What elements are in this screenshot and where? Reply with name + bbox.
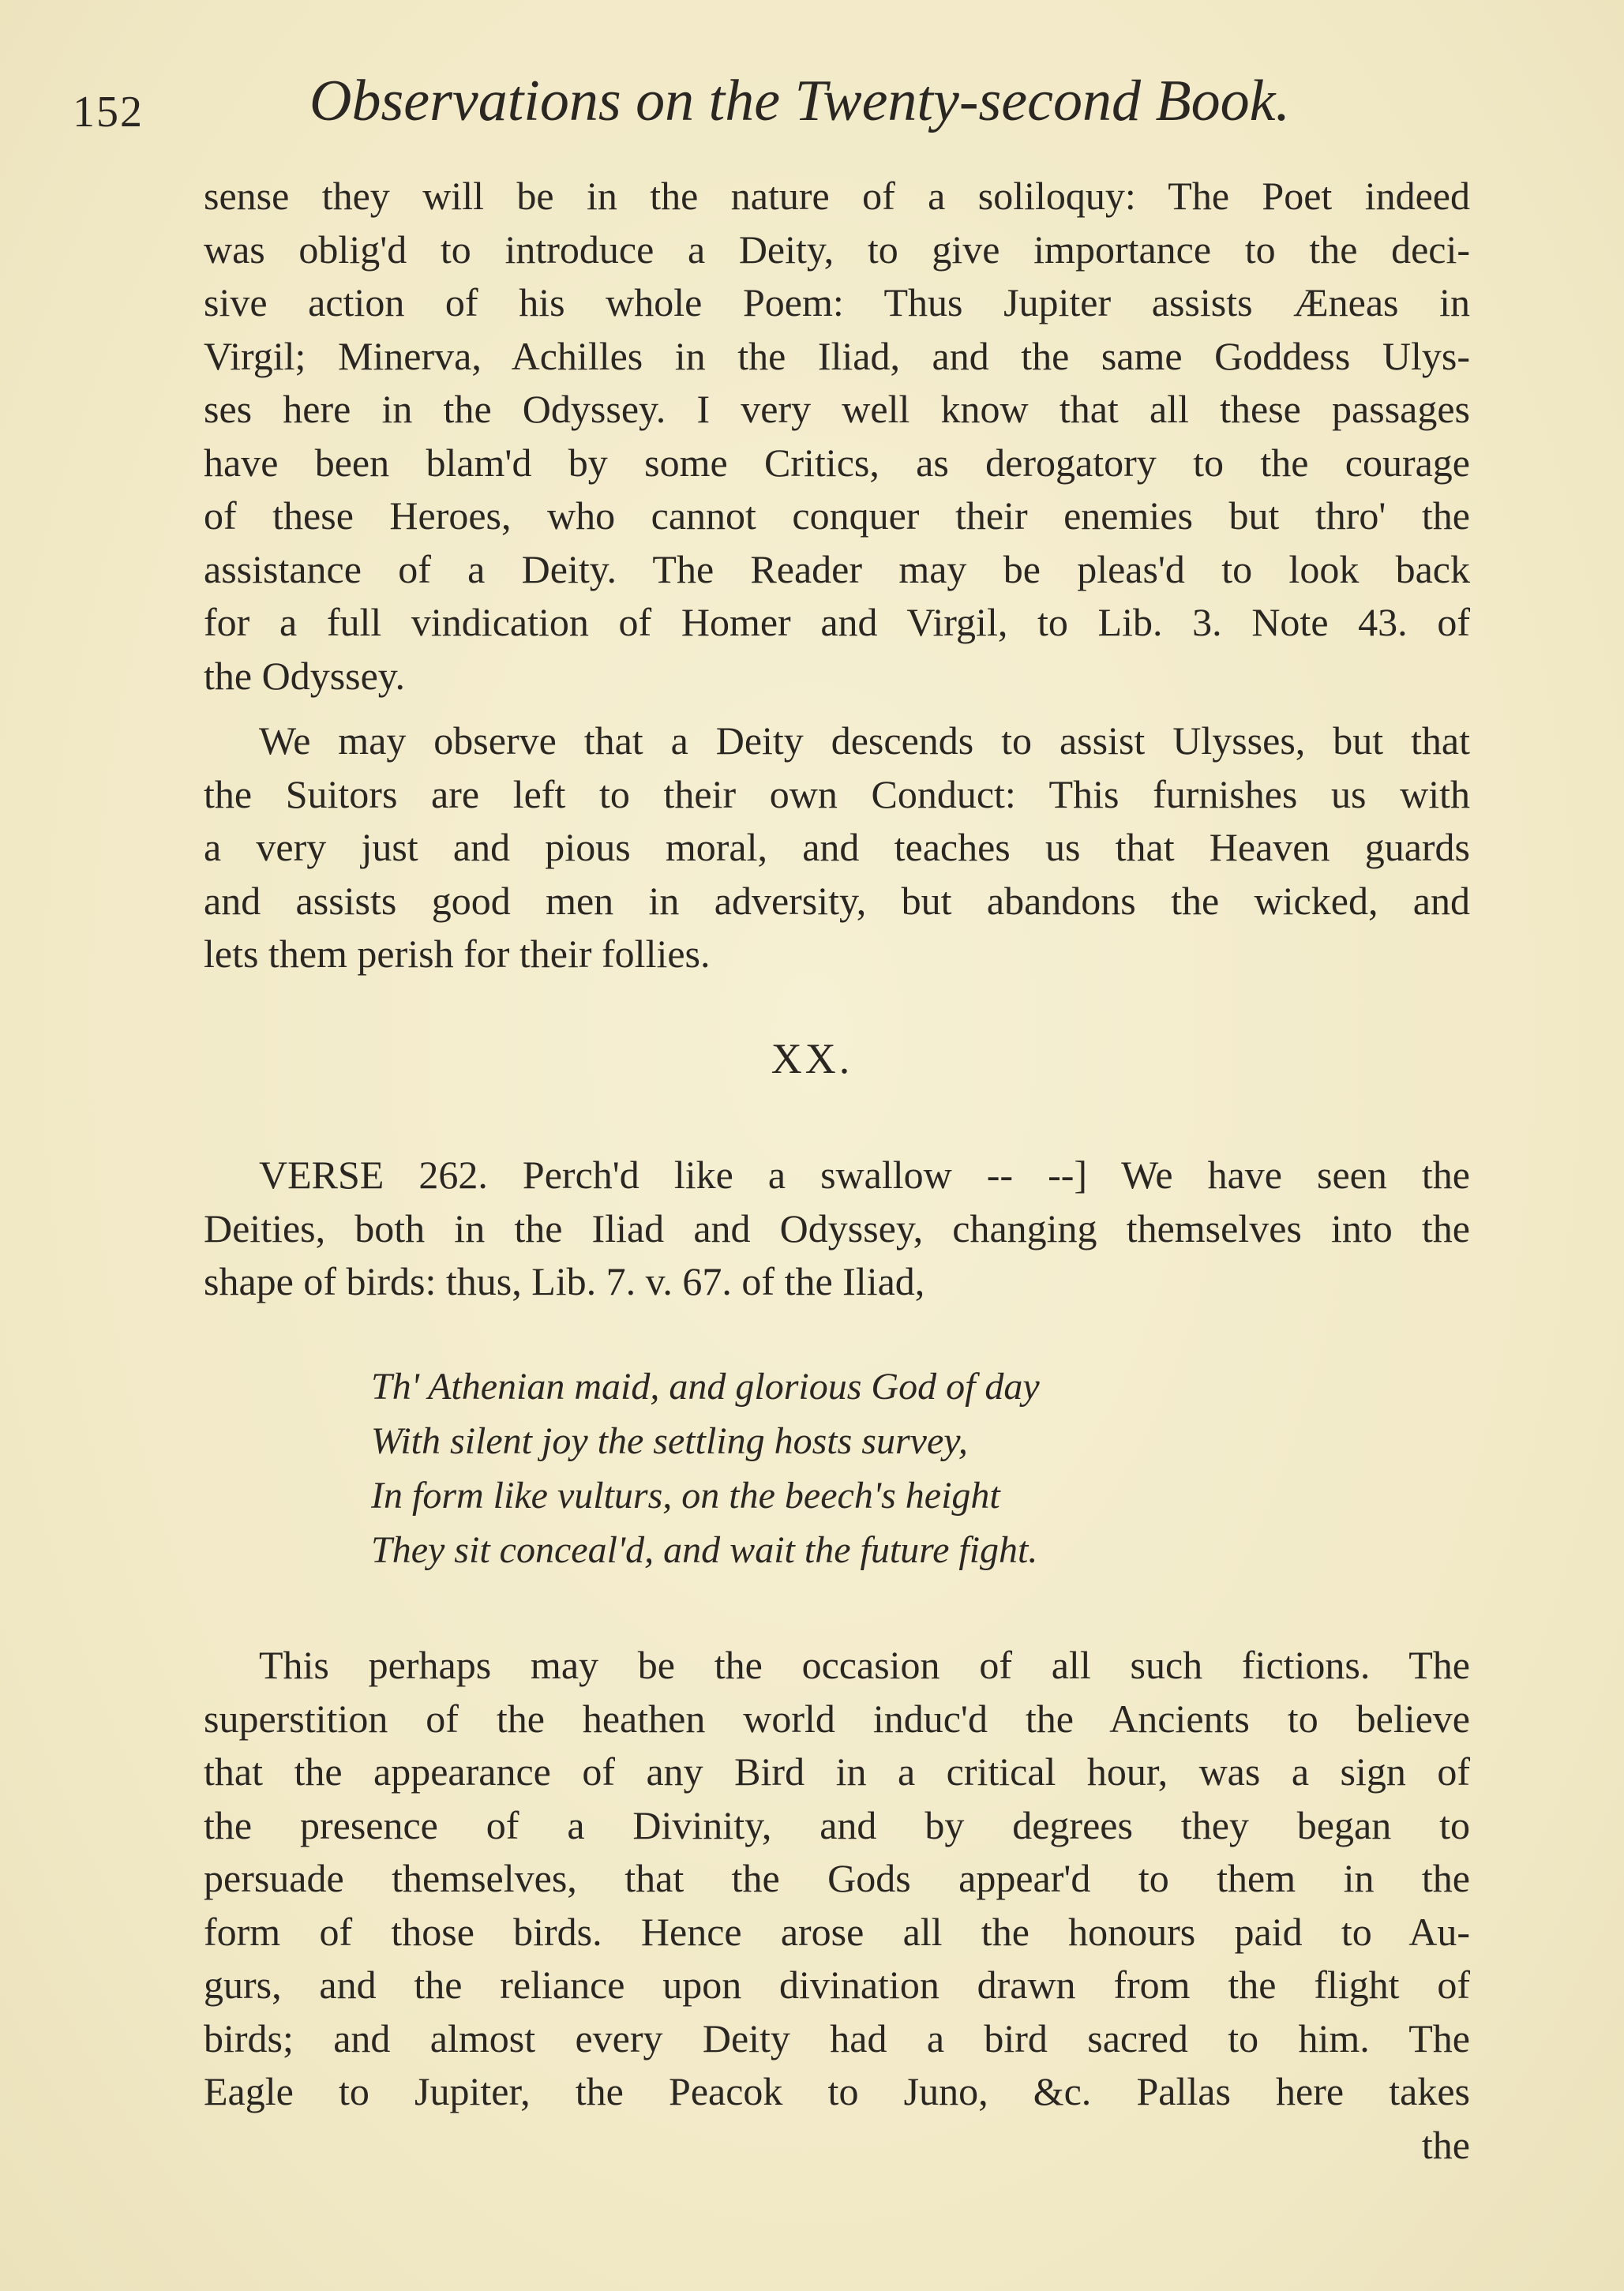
verse-line: They sit conceal'd, and wait the future fight.	[371, 1529, 1038, 1571]
text-line: Eagle to Jupiter, the Peacok to Juno, &c. Pallas here takes	[204, 2069, 1470, 2113]
text-line: was oblig'd to introduce a Deity, to give importance to the deci-	[204, 227, 1470, 272]
section-number: XX.	[771, 1035, 853, 1082]
text-line: Virgil; Minerva, Achilles in the Iliad, and the same Goddess Ulys-	[204, 333, 1470, 378]
paragraph-3	[204, 1149, 1470, 1309]
text-line: This perhaps may be the occasion of all such fictions. The	[259, 1643, 1470, 1687]
text-line: sive action of his whole Poem: Thus Jupiter assists Æneas in	[204, 280, 1470, 324]
paragraph-4	[204, 1639, 1470, 2172]
text-line: the Suitors are left to their own Conduct: This furnishes us with	[204, 771, 1470, 816]
verse-line: Th' Athenian maid, and glorious God of day	[371, 1366, 1040, 1408]
paragraph-1	[204, 170, 1470, 703]
text-line: VERSE 262. Perch'd like a swallow -- --] We have seen the	[259, 1153, 1470, 1197]
text-line: the presence of a Divinity, and by degrees they began to	[204, 1802, 1470, 1847]
text-line: birds; and almost every Deity had a bird sacred to him. The	[204, 2015, 1470, 2060]
catchword: the	[1421, 2122, 1470, 2167]
text-line: and assists good men in adversity, but abandons the wicked, and	[204, 878, 1470, 923]
text-line: superstition of the heathen world induc'd the Ancients to believe	[204, 1696, 1470, 1741]
text-line: Deities, both in the Iliad and Odyssey, changing themselves into the	[204, 1205, 1470, 1250]
text-line: that the appearance of any Bird in a critical hour, was a sign of	[204, 1749, 1470, 1794]
text-line: We may observe that a Deity descends to assist Ulysses, but that	[259, 718, 1470, 763]
text-line: shape of birds: thus, Lib. 7. v. 67. of the Iliad,	[204, 1259, 925, 1303]
text-line: of these Heroes, who cannot conquer their enemies but thro' the	[204, 493, 1470, 538]
text-line: have been blam'd by some Critics, as derogatory to the courage	[204, 440, 1470, 485]
page-number: 152	[73, 88, 144, 137]
text-line: the Odyssey.	[204, 653, 406, 698]
text-line: form of those birds. Hence arose all the honours paid to Au-	[204, 1909, 1470, 1954]
text-line: a very just and pious moral, and teaches us that Heaven guards	[204, 825, 1470, 869]
text-line: for a full vindication of Homer and Virgil, to Lib. 3. Note 43. of	[204, 600, 1470, 644]
running-head: Observations on the Twenty-second Book.	[309, 69, 1290, 133]
text-line: persuade themselves, that the Gods appear'd to them in the	[204, 1856, 1470, 1900]
text-line: gurs, and the reliance upon divination drawn from the flight of	[204, 1963, 1470, 2007]
verse-line: In form like vulturs, on the beech's height	[371, 1475, 1000, 1517]
verse-line: With silent joy the settling hosts survey,	[371, 1420, 968, 1462]
verse-quotation	[371, 1359, 1318, 1577]
text-line: ses here in the Odyssey. I very well know that all these passages	[204, 387, 1470, 431]
text-line: assistance of a Deity. The Reader may be pleas'd to look back	[204, 546, 1470, 591]
text-line: lets them perish for their follies.	[204, 932, 711, 976]
page-header	[73, 63, 1336, 150]
text-line: sense they will be in the nature of a soliloquy: The Poet indeed	[204, 174, 1470, 218]
paragraph-2	[204, 714, 1470, 981]
